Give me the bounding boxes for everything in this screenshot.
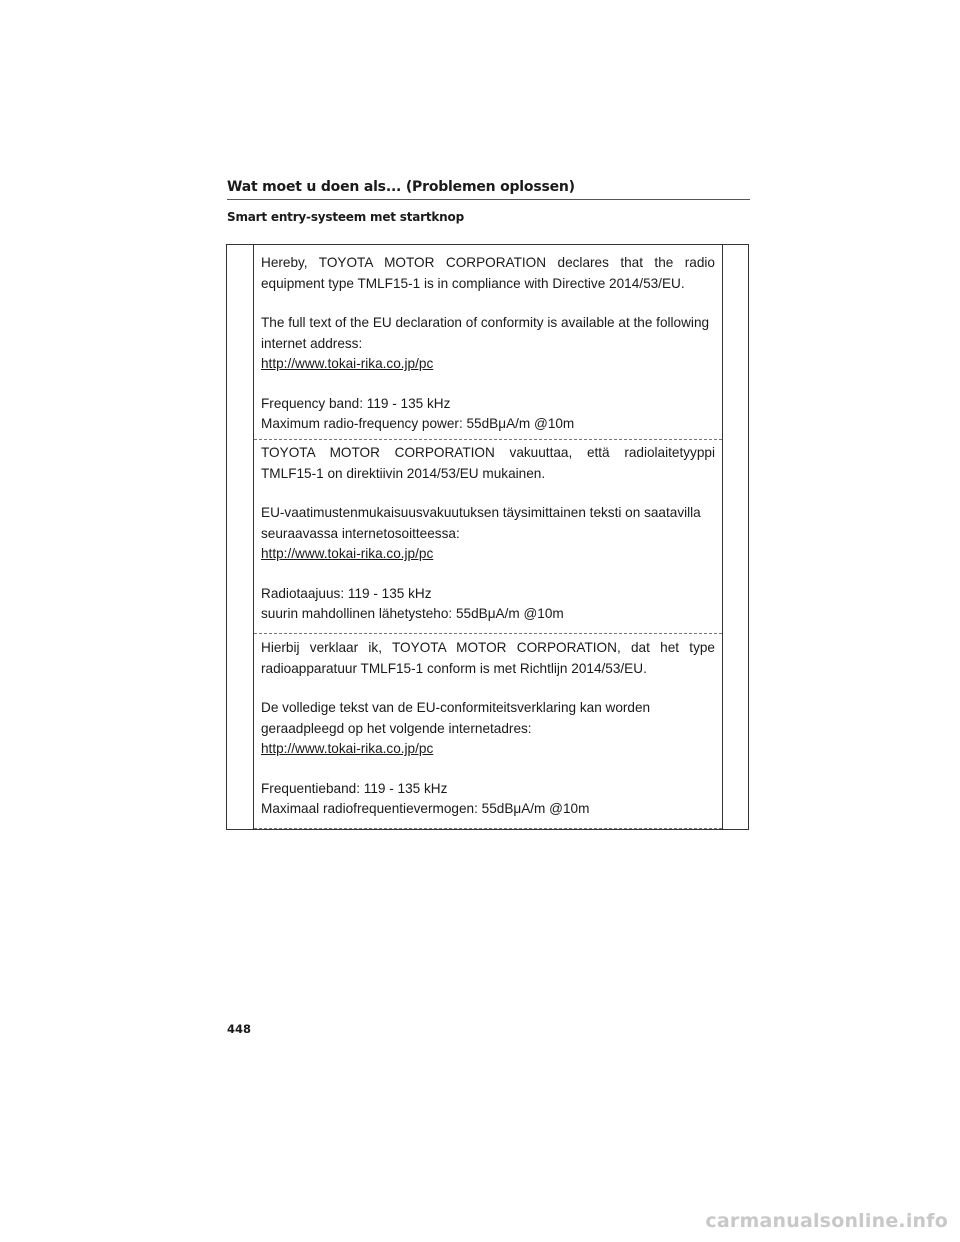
declaration-statement: Hierbij verklaar ik, TOYOTA MOTOR CORPORATION, dat het type radioapparatuur TMLF15-1 conform is met Richtlijn 2014/53/EU.: [261, 640, 715, 676]
chapter-rule: [227, 199, 750, 200]
max-power: Maximaal radiofrequentievermogen: 55dBμA/m @10m: [261, 801, 590, 816]
declaration-statement: TOYOTA MOTOR CORPORATION vakuuttaa, että radiolaitetyyppi TMLF15-1 on direktiivin 2014/53/EU mukainen.: [261, 445, 715, 481]
block-divider: [254, 828, 722, 829]
declaration-fulltext-paragraph: [261, 698, 715, 760]
watermark: carmanualsonline.info: [705, 1210, 948, 1232]
declaration-fulltext-paragraph: [261, 503, 715, 565]
declaration-url-link[interactable]: http://www.tokai-rika.co.jp/pc: [261, 546, 434, 561]
declaration-url-link[interactable]: http://www.tokai-rika.co.jp/pc: [261, 741, 434, 756]
frequency-band: Frequentieband: 119 - 135 kHz: [261, 780, 448, 796]
declaration-fulltext: EU-vaatimustenmukaisuusvakuutuksen täysimittainen teksti on saatavilla seuraavassa internetosoitteessa:: [261, 505, 701, 541]
declaration-url-link[interactable]: http://www.tokai-rika.co.jp/pc: [261, 356, 434, 371]
max-power: Maximum radio-frequency power: 55dBμA/m @10m: [261, 416, 575, 431]
declaration-fulltext-paragraph: [261, 313, 715, 375]
declaration-fulltext: De volledige tekst van de EU-conformiteitsverklaring kan worden geraadpleegd op het volgende internetadres:: [261, 700, 651, 736]
declaration-block-finnish: [253, 437, 723, 625]
max-power: suurin mahdollinen lähetysteho: 55dBμA/m @10m: [261, 606, 564, 621]
declaration-block-dutch: [253, 632, 723, 820]
frequency-band: Frequency band: 119 - 135 kHz: [261, 395, 451, 411]
declaration-fulltext: The full text of the EU declaration of conformity is available at the following internet address:: [261, 315, 710, 351]
frequency-band: Radiotaajuus: 119 - 135 kHz: [261, 585, 432, 601]
page-number: 448: [227, 1022, 252, 1036]
declaration-tech-data: [261, 394, 715, 435]
declaration-statement: Hereby, TOYOTA MOTOR CORPORATION declares that the radio equipment type TMLF15-1 is in compliance with Directive 2014/53/EU.: [261, 255, 715, 291]
declaration-tech-data: [261, 779, 715, 820]
section-title: Smart entry-systeem met startknop: [227, 210, 464, 224]
chapter-title: Wat moet u doen als... (Problemen oplossen): [227, 179, 575, 195]
declaration-block-english: [253, 247, 723, 435]
declaration-tech-data: [261, 584, 715, 625]
